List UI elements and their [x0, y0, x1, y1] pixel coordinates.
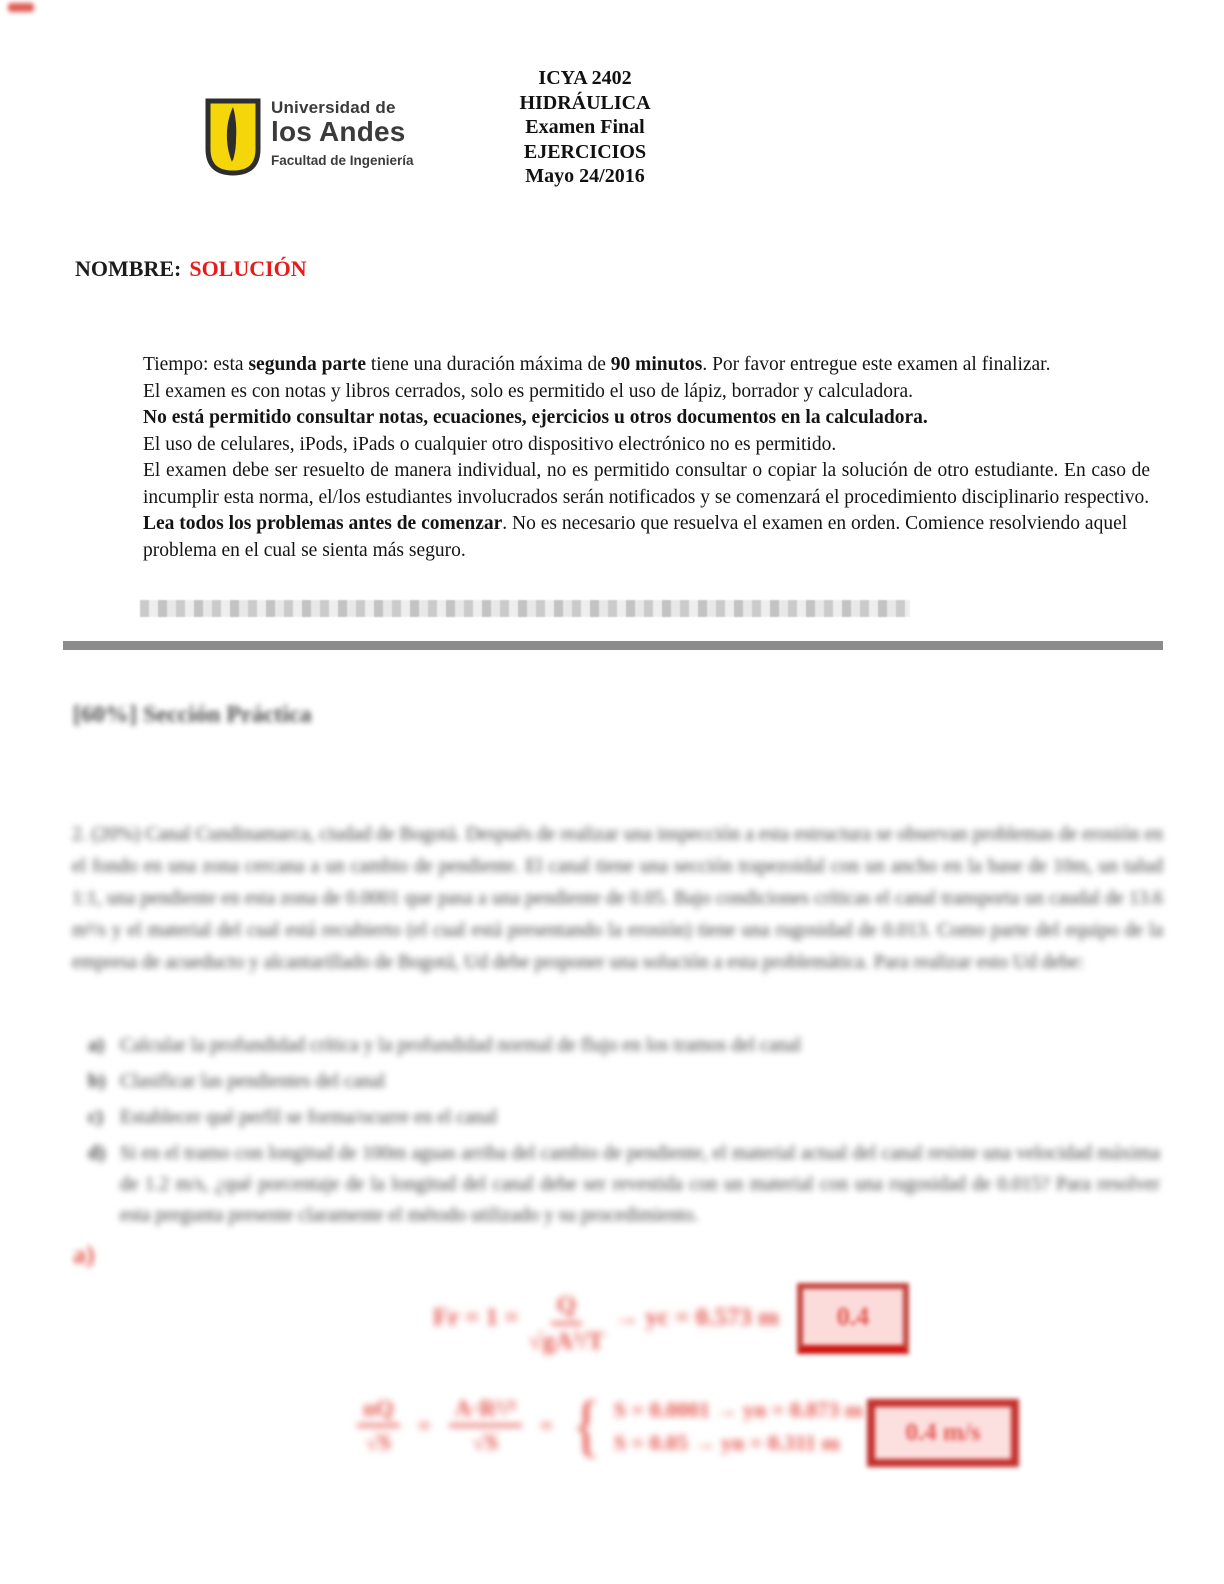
problem-statement-blurred: 2. (20%) Canal Cundinamarca, ciudad de Bogotá. Después de realizar una inspección a esta estructura se observan problemas de erosión en el fondo en una zona cercana a un cambio de pendiente. El canal tiene una sección trapezoidal con un ancho en la base de 10m, un talud 1:1, una pendiente en esta zona de 0.0001 que pasa a una pendiente de 0.05. Bajo condiciones críticas el canal transporta un caudal de 13.6 m³/s y el material del cual está recubierto (el cual está presentando la erosión) tiene una rugosidad de 0.013. Como parte del equipo de la empresa de acueducto y alcantarillado de Bogotá, Ud debe proponer una solución a esta problemática. Para realizar esto Ud debe: [72, 823, 1163, 973]
fraction-numerator: nQ [357, 1396, 400, 1427]
instruction-no-calculator-notes: No está permitido consultar notas, ecuaciones, ejercicios u otros documentos en la calculadora. [143, 407, 928, 428]
exam-section: EJERCICIOS [523, 140, 647, 163]
formula2-fraction-1 [357, 1396, 400, 1456]
list-item [88, 1066, 1160, 1097]
instruction-closed-book: El examen es con notas y libros cerrados, solo es permitido el uso de lápiz, borrador y calculadora. [143, 380, 914, 402]
list-item [88, 1102, 1160, 1133]
instruction-no-devices: El uso de celulares, iPods, iPads o cualquier otro dispositivo electrónico no es permitido. [143, 433, 837, 455]
section-heading-blurred: [60%] Sección Práctica [73, 702, 312, 728]
logo-line-2: los Andes [271, 116, 406, 147]
logo-line-1: Universidad de [271, 98, 396, 117]
exam-date: Mayo 24/2016 [525, 165, 645, 187]
fraction-numerator: A·R²/³ [449, 1396, 522, 1427]
list-marker: d) [88, 1143, 106, 1164]
list-text: Si en el tramo con longitud de 100m aguas arriba del cambio de pendiente, el material actual del canal resiste una velocidad máxima de 1.2 m/s, ¿qué porcentaje de la longitud del canal debe ser revestida con un material con una rugosidad de 0.015? Para resolver esta pregunta presente claramente el método utilizado y su procedimiento. [120, 1143, 1160, 1226]
fraction-numerator: Q [551, 1292, 582, 1325]
instr-time-s3: tiene una duración máxima de [366, 354, 611, 375]
university-shield-icon [205, 98, 261, 181]
list-text: Calcular la profundidad crítica y la profundidad normal de flujo en los tramos del canal [120, 1035, 802, 1056]
fraction-denominator: √gA³/T [528, 1328, 605, 1355]
name-value: SOLUCIÓN [189, 256, 307, 281]
instruction-read-all [143, 511, 1150, 564]
section-divider [63, 641, 1163, 650]
fraction-denominator: √S [472, 1430, 499, 1455]
instruction-individual-work: El examen debe ser resuelto de manera individual, no es permitido consultar o copiar la solución de otro estudiante. En caso de incumplir esta norma, el/los estudiantes involucrados serán notificados y se comenzará el procedimiento disciplinario respectivo. [143, 460, 1150, 508]
equals-sign: = [539, 1413, 553, 1438]
instr-read-s2: . No es necesario que resuelva el examen en orden. Comience [502, 513, 990, 534]
fraction-denominator: √S [365, 1430, 392, 1455]
formula2-fraction-2 [449, 1396, 522, 1456]
answer-box-critical-depth [797, 1283, 909, 1354]
cases-brace: { [570, 1387, 602, 1464]
instr-read-s1: Lea todos los problemas antes de comenzar [143, 513, 503, 534]
instr-time-s5: . Por favor entregue este examen al finalizar. [702, 354, 1051, 375]
instr-time-s2: segunda parte [248, 354, 367, 375]
instruction-time [143, 352, 1150, 379]
list-text: Clasificar las pendientes del canal [120, 1071, 386, 1092]
instr-time-s1: Tiempo: esta [143, 354, 249, 375]
case-line: S = 0.0001 → yn = 0.873 m [613, 1396, 864, 1422]
pixelated-loading-strip [140, 600, 910, 617]
list-marker: b) [88, 1071, 106, 1092]
logo-faculty: Facultad de Ingeniería [271, 153, 414, 168]
equals-sign: = [417, 1413, 431, 1438]
list-marker: a) [88, 1035, 105, 1056]
list-text: Establecer qué perfil se forma/ocurre en el canal [120, 1107, 498, 1128]
instr-read-s3: resolviendo aquel problema en el cual se sienta más seguro. [143, 513, 1128, 561]
instr-time-s4: 90 minutos [610, 354, 703, 375]
answer-box-normal-depth [867, 1399, 1019, 1467]
list-marker: c) [88, 1107, 104, 1128]
course-name: HIDRÁULICA [519, 91, 651, 114]
formula1-result: → yc = 0.573 m [614, 1304, 779, 1331]
froude-critical-depth-formula [433, 1292, 779, 1356]
problem-task-list-blurred [88, 1030, 1160, 1236]
list-item [88, 1138, 1160, 1231]
exam-type: Examen Final [525, 116, 645, 138]
answer-box-value: 0.4 [836, 1302, 870, 1331]
case-line: S = 0.05 → yn = 0.311 m [613, 1429, 840, 1455]
instructions [143, 352, 1150, 564]
formula1-lhs: Fr = 1 = [433, 1304, 519, 1331]
red-pen-corner-mark [8, 3, 34, 12]
exam-title-block [285, 66, 885, 189]
name-label: NOMBRE: [75, 256, 182, 281]
name-row [75, 256, 307, 282]
solution-part-marker: a) [73, 1240, 95, 1269]
list-item [88, 1030, 1160, 1061]
answer-box-value: 0.4 m/s [905, 1419, 981, 1446]
course-code: ICYA 2402 [538, 67, 632, 89]
formula1-fraction [529, 1292, 604, 1356]
cases-column [614, 1397, 863, 1456]
manning-normal-depth-formula [357, 1387, 864, 1464]
